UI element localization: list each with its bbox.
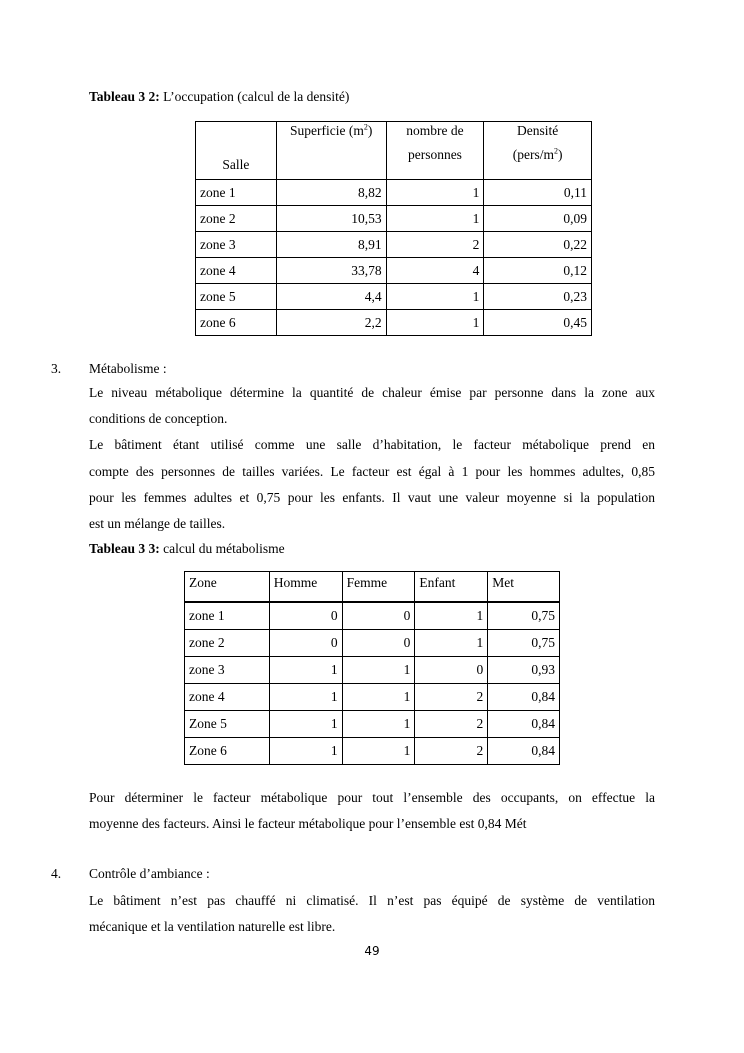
cell-zone: zone 2 <box>185 630 270 657</box>
cell-femme: 1 <box>342 657 415 684</box>
section3-paragraph <box>89 380 655 537</box>
cell-densite: 0,11 <box>484 180 592 206</box>
cell-met: 0,84 <box>488 684 560 711</box>
cell-salle: zone 5 <box>196 284 277 310</box>
table-row <box>185 657 560 684</box>
table-row <box>185 630 560 657</box>
cell-salle: zone 3 <box>196 232 277 258</box>
table1-caption <box>89 89 349 105</box>
cell-superficie: 10,53 <box>276 206 386 232</box>
cell-homme: 1 <box>269 684 342 711</box>
cell-densite: 0,22 <box>484 232 592 258</box>
cell-zone: zone 4 <box>185 684 270 711</box>
table2-caption <box>89 541 285 557</box>
section4-title: Contrôle d’ambiance : <box>89 866 210 881</box>
section3-title: Métabolisme : <box>89 361 167 376</box>
paragraph-line: compte des personnes de tailles variées. Le facteur est égal à 1 pour les hommes adultes, 0,85 <box>89 463 655 479</box>
cell-femme: 1 <box>342 711 415 738</box>
cell-homme: 1 <box>269 738 342 765</box>
cell-enfant: 0 <box>415 657 488 684</box>
table-row <box>196 206 592 232</box>
cell-enfant: 2 <box>415 684 488 711</box>
paragraph-line: Le niveau métabolique détermine la quantité de chaleur émise par personne dans la zone aux <box>89 385 655 400</box>
cell-femme: 1 <box>342 738 415 765</box>
table-row <box>196 310 592 336</box>
cell-superficie: 8,91 <box>276 232 386 258</box>
cell-densite: 0,09 <box>484 206 592 232</box>
header-salle: Salle <box>196 122 277 180</box>
table-row <box>185 602 560 630</box>
cell-homme: 1 <box>269 711 342 738</box>
cell-homme: 1 <box>269 657 342 684</box>
table2-caption-label: Tableau 3 3: <box>89 541 160 556</box>
paragraph-line: pour les femmes adultes et 0,75 pour les enfants. Il vaut une valeur moyenne si la population <box>89 489 655 505</box>
cell-met: 0,84 <box>488 711 560 738</box>
table-row <box>185 684 560 711</box>
cell-salle: zone 6 <box>196 310 277 336</box>
cell-met: 0,75 <box>488 602 560 630</box>
cell-zone: zone 3 <box>185 657 270 684</box>
table-header-row <box>196 122 592 180</box>
table-row <box>196 232 592 258</box>
table1-caption-text: L’occupation (calcul de la densité) <box>159 89 350 104</box>
header-nombre: nombre de personnes <box>386 122 484 180</box>
cell-enfant: 2 <box>415 738 488 765</box>
header-homme: Homme <box>269 572 342 603</box>
cell-homme: 0 <box>269 630 342 657</box>
cell-nombre: 4 <box>386 258 484 284</box>
cell-homme: 0 <box>269 602 342 630</box>
cell-zone: Zone 6 <box>185 738 270 765</box>
occupation-table <box>195 121 592 336</box>
table-row <box>185 738 560 765</box>
cell-superficie: 4,4 <box>276 284 386 310</box>
paragraph-line: Le bâtiment étant utilisé comme une salle d’habitation, le facteur métabolique prend en <box>89 437 655 453</box>
cell-superficie: 33,78 <box>276 258 386 284</box>
table-row <box>185 711 560 738</box>
cell-femme: 0 <box>342 602 415 630</box>
section4-paragraph <box>89 888 655 940</box>
table2-caption-text: calcul du métabolisme <box>159 541 285 556</box>
cell-nombre: 2 <box>386 232 484 258</box>
cell-densite: 0,23 <box>484 284 592 310</box>
moyenne-paragraph <box>89 785 655 837</box>
table-row <box>196 180 592 206</box>
header-femme: Femme <box>342 572 415 603</box>
table-header-row <box>185 572 560 603</box>
paragraph-line: Pour déterminer le facteur métabolique pour tout l’ensemble des occupants, on effectue la <box>89 790 655 805</box>
cell-enfant: 1 <box>415 630 488 657</box>
cell-nombre: 1 <box>386 310 484 336</box>
cell-zone: zone 1 <box>185 602 270 630</box>
table-row <box>196 258 592 284</box>
cell-superficie: 8,82 <box>276 180 386 206</box>
cell-met: 0,75 <box>488 630 560 657</box>
cell-femme: 0 <box>342 630 415 657</box>
metabolisme-table <box>184 571 560 765</box>
header-densite: Densité $(pers/m^2)$ <box>484 122 592 180</box>
cell-met: 0,84 <box>488 738 560 765</box>
section3-number: 3. <box>51 361 62 376</box>
header-enfant: Enfant <box>415 572 488 603</box>
header-superficie: Superficie $(m^2)$ <box>276 122 386 180</box>
cell-nombre: 1 <box>386 180 484 206</box>
table1-caption-label: Tableau 3 2: <box>89 89 160 104</box>
cell-nombre: 1 <box>386 284 484 310</box>
paragraph-line: moyenne des facteurs. Ainsi le facteur métabolique pour l’ensemble est 0,84 Mét <box>89 816 527 832</box>
cell-densite: 0,45 <box>484 310 592 336</box>
section4-number: 4. <box>51 866 62 881</box>
page-number: 49 <box>364 944 380 958</box>
cell-salle: zone 4 <box>196 258 277 284</box>
cell-enfant: 2 <box>415 711 488 738</box>
cell-salle: zone 2 <box>196 206 277 232</box>
paragraph-line: est un mélange de tailles. <box>89 516 226 532</box>
paragraph-line: conditions de conception. <box>89 411 228 427</box>
cell-salle: zone 1 <box>196 180 277 206</box>
paragraph-line: Le bâtiment n’est pas chauffé ni climatisé. Il n’est pas équipé de système de ventilation <box>89 893 655 908</box>
cell-nombre: 1 <box>386 206 484 232</box>
cell-enfant: 1 <box>415 602 488 630</box>
cell-femme: 1 <box>342 684 415 711</box>
cell-densite: 0,12 <box>484 258 592 284</box>
header-met: Met <box>488 572 560 603</box>
cell-met: 0,93 <box>488 657 560 684</box>
paragraph-line: mécanique et la ventilation naturelle est libre. <box>89 919 336 935</box>
header-zone: Zone <box>185 572 270 603</box>
table-row <box>196 284 592 310</box>
cell-superficie: 2,2 <box>276 310 386 336</box>
cell-zone: Zone 5 <box>185 711 270 738</box>
